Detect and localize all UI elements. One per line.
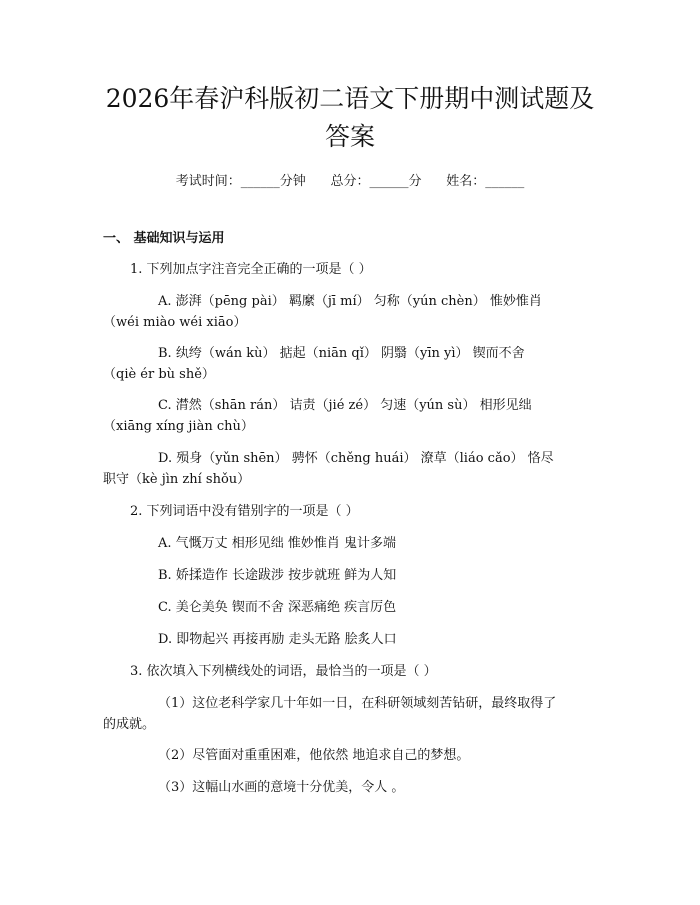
question-3-sentence-2: （2）尽管面对重重困难，他依然 地追求自己的梦想。 (158, 748, 470, 763)
question-1-option-d-cont: 职守（kè jìn zhí shǒu） (103, 472, 251, 487)
question-1-option-c-cont: （xiāng xíng jiàn chù） (103, 419, 254, 434)
question-1-option-b-cont: （qiè ér bù shě） (103, 367, 215, 382)
question-1-option-a: A. 澎湃（pēng pài） 羁縻（jī mí） 匀称（yún chèn） 惟妙惟肖 (158, 294, 542, 309)
question-1-stem: 1. 下列加点字注音完全正确的一项是（ ） (130, 262, 372, 277)
question-2-option-a: A. 气慨万丈 相形见绌 惟妙惟肖 鬼计多端 (158, 536, 397, 551)
question-1-option-b: B. 纨绔（wán kù） 掂起（niān qǐ） 阴翳（yīn yì） 锲而不舍 (158, 346, 525, 361)
question-1-option-a-cont: （wéi miào wéi xiāo） (103, 315, 247, 330)
question-3-stem: 3. 依次填入下列横线处的词语，最恰当的一项是（ ） (130, 664, 437, 679)
question-3-sentence-1-cont: 的成就。 (103, 717, 156, 732)
exam-meta-line: 考试时间：______分钟 总分：______分 姓名：______ (175, 174, 525, 189)
section-heading: 一、 基础知识与运用 (103, 231, 225, 246)
question-2-option-c: C. 美仑美奂 锲而不舍 深恶痛绝 疾言厉色 (158, 600, 397, 615)
document-title (70, 80, 630, 156)
title-line-1: 2026年春沪科版初二语文下册期中测试题及 (105, 84, 595, 113)
question-3-sentence-1: （1）这位老科学家几十年如一日，在科研领域刻苦钻研，最终取得了 (158, 696, 557, 711)
question-2-option-b: B. 娇揉造作 长途跋涉 按步就班 鲜为人知 (158, 568, 397, 583)
question-2-option-d: D. 即物起兴 再接再励 走头无路 脍炙人口 (158, 632, 397, 647)
question-1-option-d: D. 殒身（yǔn shēn） 骋怀（chěng huái） 潦草（liáo cǎo） 恪尽 (158, 451, 554, 466)
question-1-option-c: C. 潸然（shān rán） 诘责（jié zé） 匀速（yún sù） 相形见绌 (158, 398, 532, 413)
question-2-stem: 2. 下列词语中没有错别字的一项是（ ） (130, 504, 359, 519)
title-line-2: 答案 (324, 122, 375, 151)
question-3-sentence-3: （3）这幅山水画的意境十分优美，令人 。 (158, 780, 405, 795)
